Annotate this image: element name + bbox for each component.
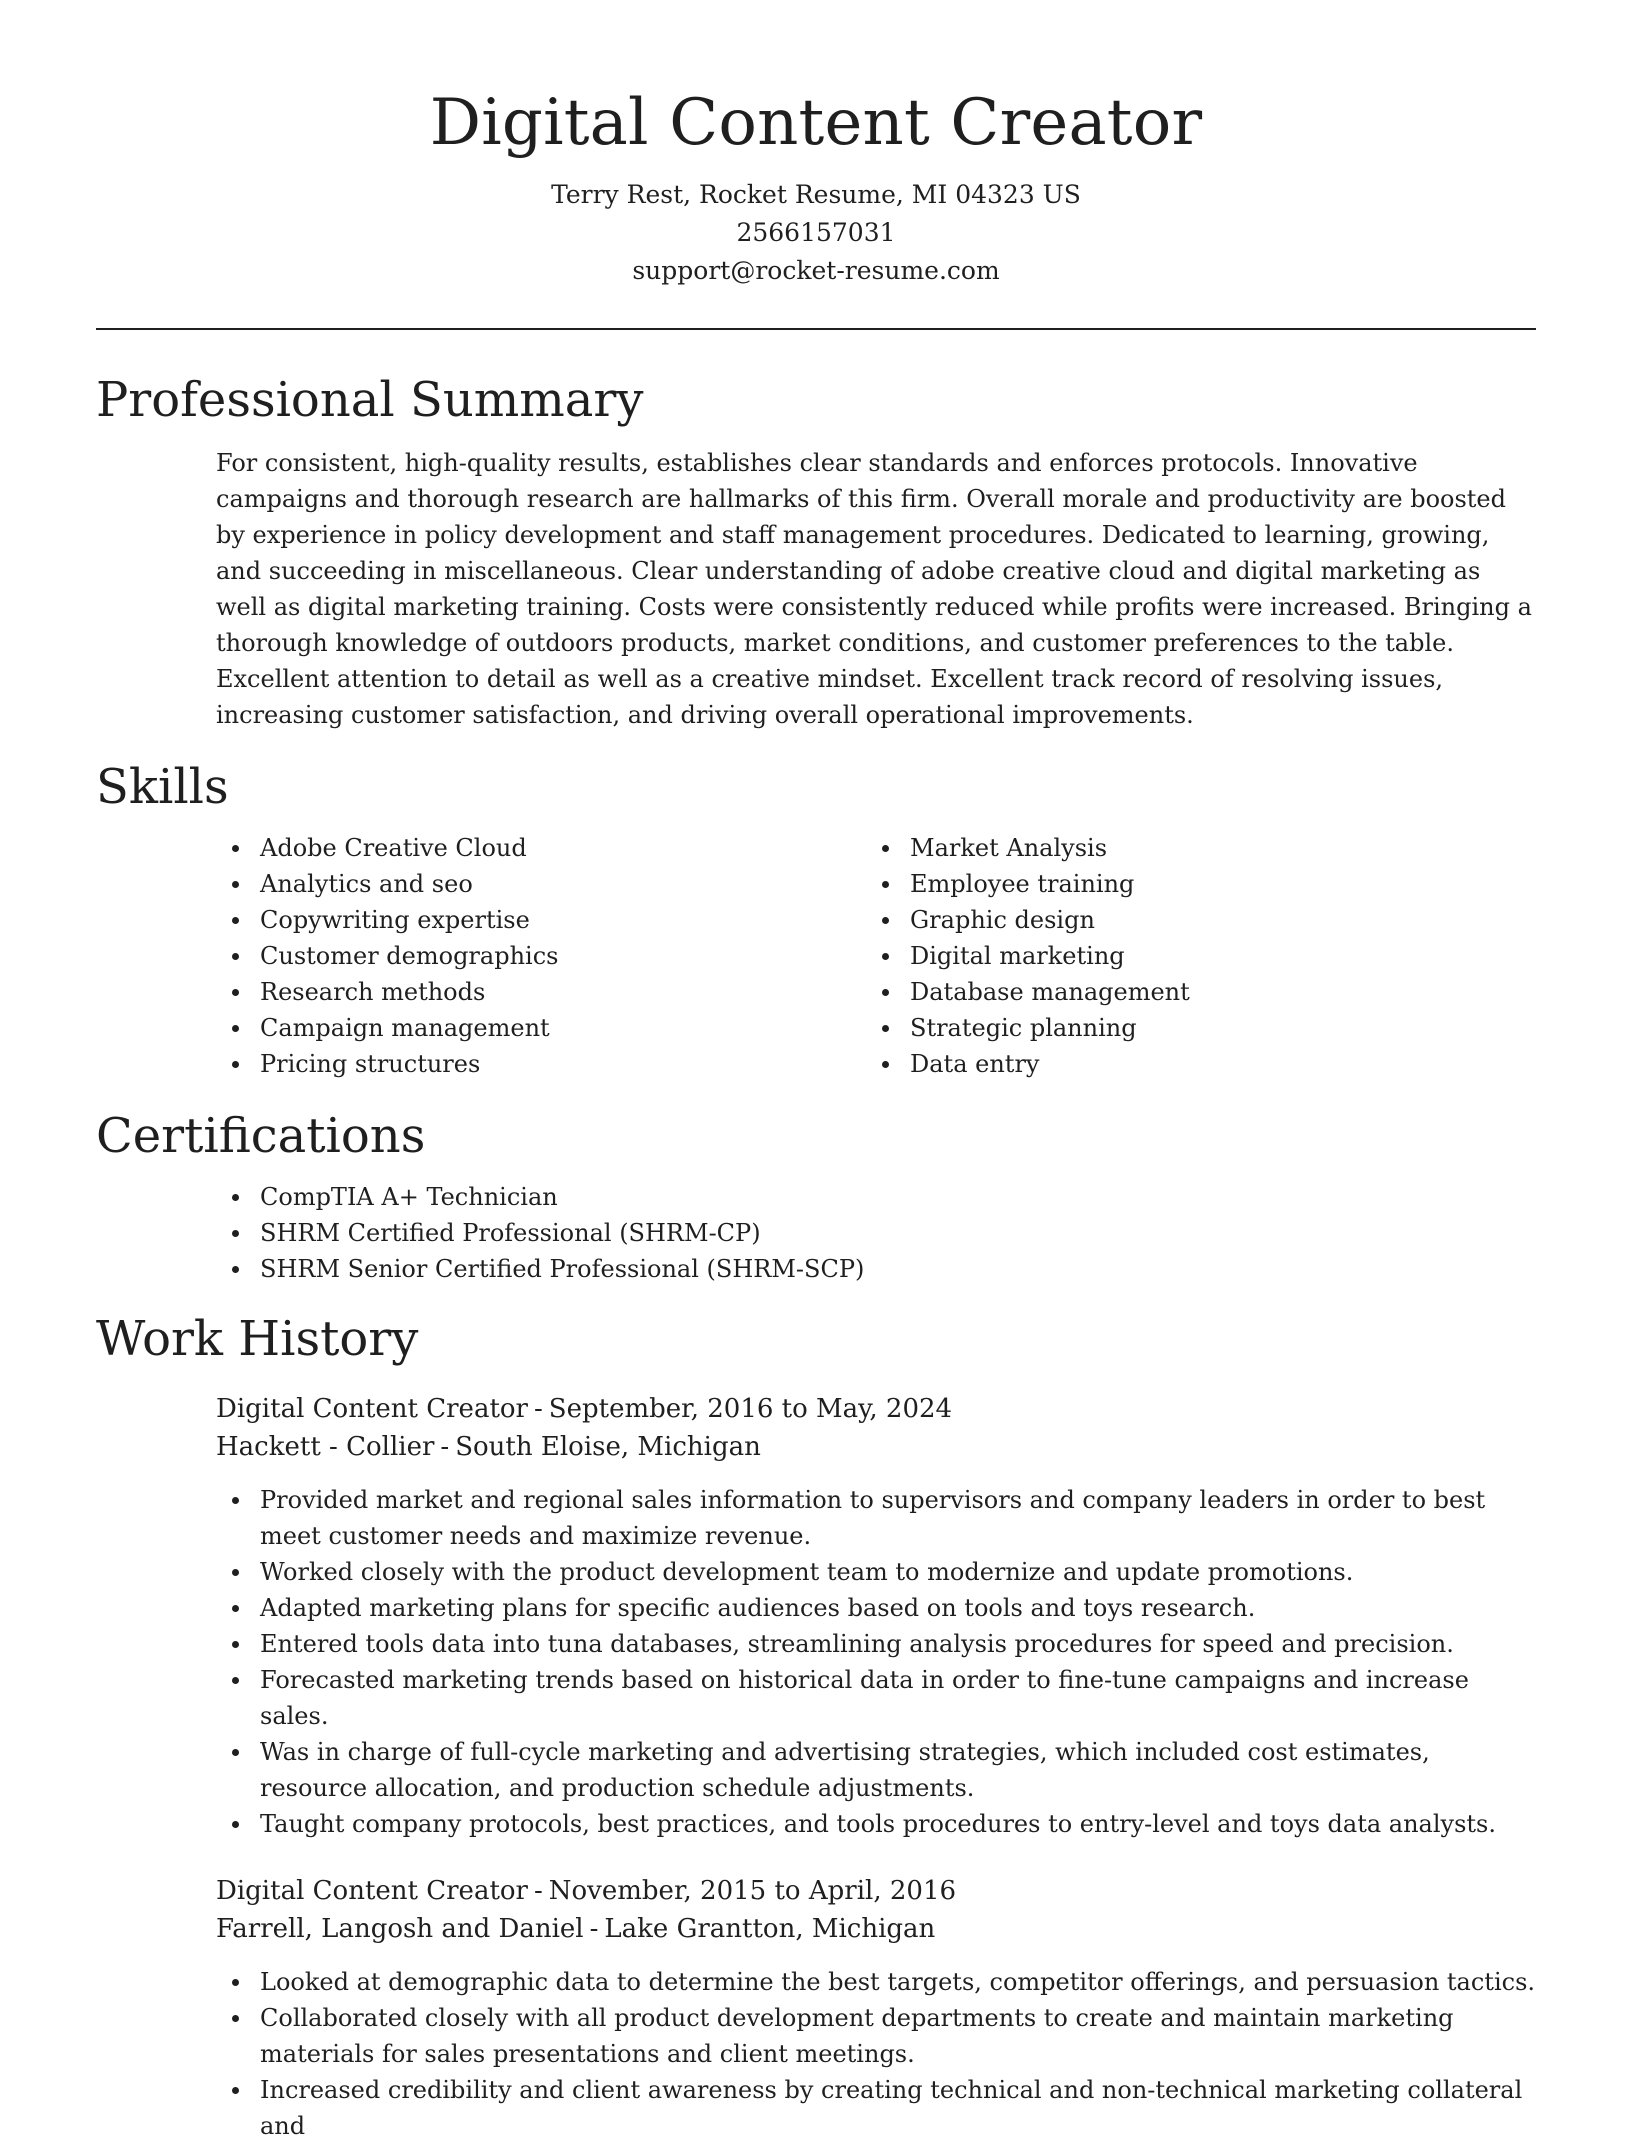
certifications-section [96,1107,1536,1287]
skills-list-left [216,830,866,1082]
skill-item: Strategic planning [866,1010,1516,1046]
certification-item: SHRM Senior Certified Professional (SHRM-SCP) [216,1251,1536,1287]
work-history-section [96,1310,1536,2144]
skill-item: Campaign management [216,1010,866,1046]
job-duties-list [216,1482,1536,1842]
job-location: Lake Grantton, Michigan [604,1913,936,1944]
summary-text: For consistent, high-quality results, establishes clear standards and enforces protocols. Innovative campaigns and thorough research are hallmarks of this firm. Overall morale and productivity are boosted by experience in policy development and staff management procedures. Dedicated to learning, growing, and succeeding in miscellaneous. Clear understanding of adobe creative cloud and digital marketing as well as digital marketing training. Costs were consistently reduced while profits were increased. Bringing a thorough knowledge of outdoors products, market conditions, and customer preferences to the table. Excellent attention to detail as well as a creative mindset. Excellent track record of resolving issues, increasing customer satisfaction, and driving overall operational improvements. [216,449,1532,730]
resume-header [96,0,1536,290]
job-entry [216,1390,1536,1842]
certification-item: SHRM Certified Professional (SHRM-CP) [216,1215,1536,1251]
certification-item: CompTIA A+ Technician [216,1179,1536,1215]
resume-page [96,0,1536,2144]
header-divider [96,328,1536,330]
separator: - [533,1875,543,1906]
separator: - [440,1431,450,1462]
work-history-heading: Work History [96,1310,419,1367]
job-duty-item: Looked at demographic data to determine the best targets, competitor offerings, and persuasion tactics. [216,1964,1536,2000]
job-company: Hackett - Collier [216,1431,435,1462]
job-duty-item: Increased credibility and client awareness by creating technical and non-technical marketing collateral and [216,2072,1536,2144]
job-duty-item: Was in charge of full-cycle marketing and advertising strategies, which included cost estimates, resource allocation, and production schedule adjustments. [216,1734,1536,1806]
job-title: Digital Content Creator [216,1393,528,1424]
job-duty-item: Provided market and regional sales information to supervisors and company leaders in order to best meet customer needs and maximize revenue. [216,1482,1536,1554]
job-dates: November, 2015 to April, 2016 [548,1875,957,1906]
skills-list-right [866,830,1516,1082]
job-company-line [216,1910,1536,1948]
skill-item: Digital marketing [866,938,1516,974]
contact-email: support@rocket-resume.com [632,256,1000,286]
skill-item: Graphic design [866,902,1516,938]
skills-grid [216,830,1536,1082]
job-duty-item: Collaborated closely with all product development departments to create and maintain marketing materials for sales presentations and client meetings. [216,2000,1536,2072]
skill-item: Customer demographics [216,938,866,974]
skill-item: Pricing structures [216,1046,866,1082]
job-duty-item: Entered tools data into tuna databases, streamlining analysis procedures for speed and precision. [216,1626,1536,1662]
job-location: South Eloise, Michigan [455,1431,761,1462]
job-duties-list [216,1964,1536,2144]
separator: - [589,1913,599,1944]
job-title-line [216,1390,1536,1428]
job-company-line [216,1428,1536,1466]
job-dates: September, 2016 to May, 2024 [548,1393,953,1424]
skill-item: Data entry [866,1046,1516,1082]
contact-phone: 2566157031 [736,218,896,248]
skills-column-left [216,830,866,1082]
job-title: Digital Content Creator [216,1875,528,1906]
jobs-list [216,1390,1536,2144]
job-duty-item: Worked closely with the product development team to modernize and update promotions. [216,1554,1536,1590]
job-company: Farrell, Langosh and Daniel [216,1913,584,1944]
summary-heading: Professional Summary [96,372,644,429]
contact-address: Terry Rest, Rocket Resume, MI 04323 US [551,180,1081,210]
skills-heading: Skills [96,759,229,816]
job-duty-item: Forecasted marketing trends based on historical data in order to fine-tune campaigns and increase sales. [216,1662,1536,1734]
job-duty-item: Taught company protocols, best practices, and tools procedures to entry-level and toys data analysts. [216,1806,1536,1842]
separator: - [533,1393,543,1424]
skill-item: Adobe Creative Cloud [216,830,866,866]
certifications-heading: Certifications [96,1107,426,1164]
skill-item: Copywriting expertise [216,902,866,938]
resume-title: Digital Content Creator [429,86,1203,160]
skill-item: Analytics and seo [216,866,866,902]
summary-section [96,374,1536,733]
job-entry [216,1872,1536,2144]
skills-column-right [866,830,1516,1082]
skill-item: Market Analysis [866,830,1516,866]
skill-item: Database management [866,974,1516,1010]
skills-section [96,761,1536,1082]
certifications-list [216,1179,1536,1287]
job-title-line [216,1872,1536,1910]
job-duty-item: Adapted marketing plans for specific audiences based on tools and toys research. [216,1590,1536,1626]
skill-item: Research methods [216,974,866,1010]
skill-item: Employee training [866,866,1516,902]
